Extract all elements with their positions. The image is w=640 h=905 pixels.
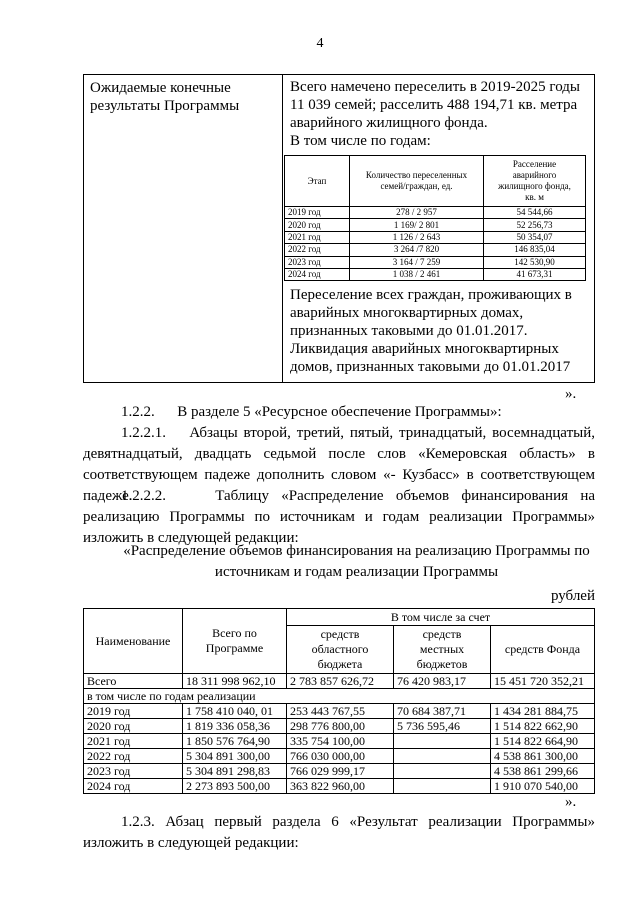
table-row bbox=[285, 207, 586, 219]
area-cell: 142 530,90 bbox=[484, 256, 586, 268]
cell-fund: 1 514 822 664,90 bbox=[491, 734, 595, 749]
cell-total: 1 758 410 040, 01 bbox=[183, 704, 287, 719]
cell-local bbox=[394, 764, 491, 779]
header-area-line: аварийного bbox=[512, 170, 557, 180]
year-cell: 2023 год bbox=[285, 256, 350, 268]
table-row bbox=[84, 764, 595, 779]
intro-line: В том числе по годам: bbox=[290, 133, 431, 149]
paragraph-text: 1.2.3. Абзац первый раздела 6 «Результат реализации Программы» изложить в следующей редакции: bbox=[83, 814, 595, 851]
area-cell: 146 835,04 bbox=[484, 244, 586, 256]
cell-total: 2 273 893 500,00 bbox=[183, 779, 287, 794]
qty-cell: 1 169/ 2 801 bbox=[350, 219, 484, 231]
qty-cell: 3 264 /7 820 bbox=[350, 244, 484, 256]
header-area-line: жилищного фонда, bbox=[498, 181, 571, 191]
paragraph-1-2-3 bbox=[83, 812, 595, 854]
cell-regional: 253 443 767,55 bbox=[287, 704, 394, 719]
area-cell: 50 354,07 bbox=[484, 231, 586, 243]
row-name: 2021 год bbox=[84, 734, 183, 749]
cell-total: 5 304 891 298,83 bbox=[183, 764, 287, 779]
table-divider bbox=[282, 75, 283, 382]
cell-local: 76 420 983,17 bbox=[394, 674, 491, 689]
header-qty-line: Количество переселенных bbox=[365, 170, 468, 180]
row-name: 2019 год bbox=[84, 704, 183, 719]
table-row bbox=[84, 749, 595, 764]
cell-local: 5 736 595,46 bbox=[394, 719, 491, 734]
table-row-total bbox=[84, 674, 595, 689]
header-regional-line: бюджета bbox=[317, 657, 363, 671]
cell-total: 1 850 576 764,90 bbox=[183, 734, 287, 749]
result-line: аварийных многоквартирных домах, bbox=[290, 305, 524, 321]
results-text bbox=[290, 286, 590, 376]
cell-fund: 4 538 861 300,00 bbox=[491, 749, 595, 764]
page-number: 4 bbox=[316, 36, 324, 51]
cell-local bbox=[394, 734, 491, 749]
table-row bbox=[285, 231, 586, 243]
cell-fund: 1 514 822 662,90 bbox=[491, 719, 595, 734]
subheader-row: в том числе по годам реализации bbox=[84, 689, 595, 704]
cell-regional: 298 776 800,00 bbox=[287, 719, 394, 734]
header-regional-line: областного bbox=[311, 642, 369, 656]
paragraph-text: 1.2.2. В разделе 5 «Ресурсное обеспечение Программы»: bbox=[121, 404, 502, 420]
header-local-line: местных bbox=[419, 642, 465, 656]
cell-local bbox=[394, 779, 491, 794]
result-line: Ликвидация аварийных многоквартирных bbox=[290, 341, 559, 357]
year-cell: 2024 год bbox=[285, 268, 350, 280]
units-label: рублей bbox=[550, 588, 595, 604]
header-area-line: кв. м bbox=[525, 192, 544, 202]
table-heading bbox=[118, 541, 595, 583]
qty-cell: 278 / 2 957 bbox=[350, 207, 484, 219]
header-fund: средств Фонда bbox=[491, 626, 595, 674]
table-row bbox=[285, 219, 586, 231]
header-area bbox=[484, 156, 586, 207]
paragraph-1-2-2-2 bbox=[83, 486, 595, 549]
year-cell: 2021 год bbox=[285, 231, 350, 243]
label-line: Ожидаемые конечные bbox=[90, 80, 231, 96]
header-total-line: Всего по bbox=[212, 626, 257, 640]
header-name: Наименование bbox=[84, 609, 183, 674]
paragraph-text: 1.2.2.2. Таблицу «Распределение объемов финансирования на реализацию Программы по источникам и годам реализации Программы» изложить в следующей редакции: bbox=[83, 488, 595, 546]
area-cell: 54 544,66 bbox=[484, 207, 586, 219]
heading-line: «Распределение объемов финансирования на реализацию Программы по bbox=[123, 543, 590, 559]
paragraph-1-2-2 bbox=[83, 402, 595, 423]
year-cell: 2020 год bbox=[285, 219, 350, 231]
cell-fund: 15 451 720 352,21 bbox=[491, 674, 595, 689]
label-line: результаты Программы bbox=[90, 98, 240, 114]
header-regional-line: средств bbox=[320, 627, 360, 641]
row-name: 2022 год bbox=[84, 749, 183, 764]
qty-cell: 1 126 / 2 643 bbox=[350, 231, 484, 243]
cell-regional: 766 029 999,17 bbox=[287, 764, 394, 779]
header-including: В том числе за счет bbox=[287, 609, 595, 626]
cell-total: 5 304 891 300,00 bbox=[183, 749, 287, 764]
cell-local: 70 684 387,71 bbox=[394, 704, 491, 719]
table-row bbox=[84, 779, 595, 794]
cell-regional: 363 822 960,00 bbox=[287, 779, 394, 794]
cell-fund: 4 538 861 299,66 bbox=[491, 764, 595, 779]
heading-line: источникам и годам реализации Программы bbox=[214, 564, 499, 580]
header-qty bbox=[350, 156, 484, 207]
cell-regional: 2 783 857 626,72 bbox=[287, 674, 394, 689]
resettlement-by-year-table bbox=[284, 155, 586, 281]
row-name: 2024 год bbox=[84, 779, 183, 794]
qty-cell: 3 164 / 7 259 bbox=[350, 256, 484, 268]
cell-fund: 1 910 070 540,00 bbox=[491, 779, 595, 794]
year-cell: 2022 год bbox=[285, 244, 350, 256]
table-row bbox=[285, 256, 586, 268]
cell-fund: 1 434 281 884,75 bbox=[491, 704, 595, 719]
header-total bbox=[183, 609, 287, 674]
table-row bbox=[84, 734, 595, 749]
financing-table bbox=[83, 608, 595, 794]
header-qty-line: семей/граждан, ед. bbox=[380, 181, 453, 191]
result-line: Переселение всех граждан, проживающих в bbox=[290, 287, 572, 303]
cell-total: 18 311 998 962,10 bbox=[183, 674, 287, 689]
header-local bbox=[394, 626, 491, 674]
year-cell: 2019 год bbox=[285, 207, 350, 219]
table-row bbox=[84, 704, 595, 719]
results-label bbox=[90, 79, 275, 115]
header-local-line: средств bbox=[422, 627, 462, 641]
results-intro bbox=[290, 78, 590, 150]
intro-line: Всего намечено переселить в 2019-2025 годы bbox=[290, 79, 580, 95]
table-row bbox=[84, 719, 595, 734]
closing-quote: ». bbox=[565, 386, 577, 402]
header-total-line: Программе bbox=[205, 641, 264, 655]
paragraph-text: 1.2.2.1. Абзацы второй, третий, пятый, тринадцатый, восемнадцатый, девятнадцатый, двадцать седьмой после слов «Кемеровская область» в соответствующем падеже дополнить словом «- Кузбасс» в соответствующем падеже. bbox=[83, 425, 595, 504]
result-line: признанных таковыми до 01.01.2017. bbox=[290, 323, 528, 339]
header-area-line: Расселение bbox=[512, 159, 557, 169]
row-name: Всего bbox=[84, 674, 183, 689]
cell-local bbox=[394, 749, 491, 764]
table-row bbox=[285, 244, 586, 256]
intro-line: 11 039 семей; расселить 488 194,71 кв. метра bbox=[290, 97, 578, 113]
result-line: домов, признанных таковыми до 01.01.2017 bbox=[290, 359, 571, 375]
header-regional bbox=[287, 626, 394, 674]
area-cell: 41 673,31 bbox=[484, 268, 586, 280]
intro-line: аварийного жилищного фонда. bbox=[290, 115, 488, 131]
row-name: 2020 год bbox=[84, 719, 183, 734]
cell-total: 1 819 336 058,36 bbox=[183, 719, 287, 734]
table-row bbox=[285, 268, 586, 280]
row-name: 2023 год bbox=[84, 764, 183, 779]
cell-regional: 335 754 100,00 bbox=[287, 734, 394, 749]
area-cell: 52 256,73 bbox=[484, 219, 586, 231]
header-local-line: бюджетов bbox=[416, 657, 468, 671]
qty-cell: 1 038 / 2 461 bbox=[350, 268, 484, 280]
cell-regional: 766 030 000,00 bbox=[287, 749, 394, 764]
closing-quote: ». bbox=[565, 794, 577, 810]
header-stage: Этап bbox=[285, 156, 350, 207]
